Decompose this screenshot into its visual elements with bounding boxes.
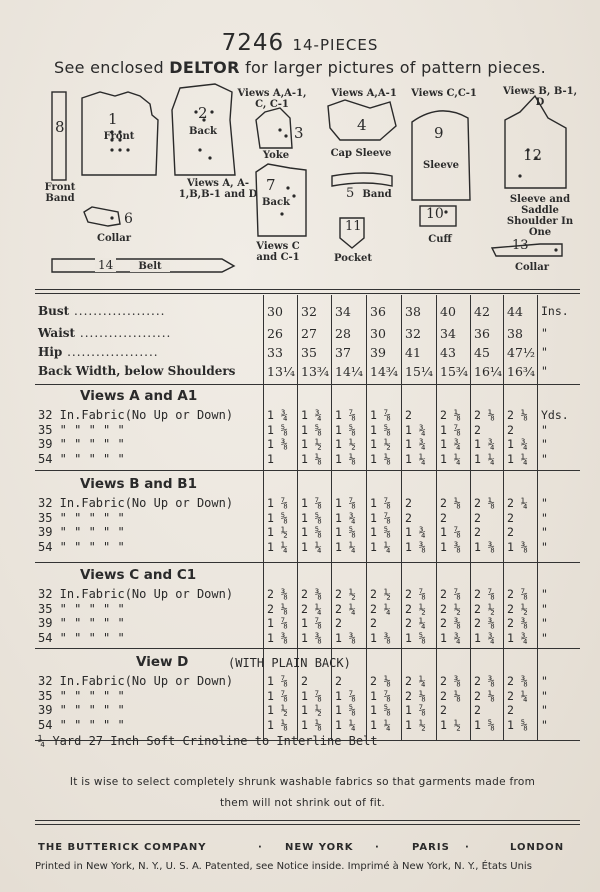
fabric-width: 32 In.Fabric(No Up or Down) xyxy=(38,587,234,601)
yardage-value: 1 ¼ xyxy=(507,451,528,466)
yardage-value: 1 ⅞ xyxy=(267,688,288,703)
table-top-rule-2 xyxy=(35,293,580,294)
yardage-value: 1 ⅝ xyxy=(335,422,356,437)
yardage-value: 1 ⅞ xyxy=(370,408,391,422)
yardage-unit: " xyxy=(541,451,548,466)
col-line xyxy=(537,295,538,740)
yardage-value: 1 ¾ xyxy=(267,408,288,422)
yardage-value: 2 xyxy=(474,703,481,717)
measure-value: 41 xyxy=(405,345,421,360)
yardage-value: 2 xyxy=(474,422,481,437)
fabric-width: 54 " " " " " xyxy=(38,539,125,554)
measure-unit: " xyxy=(541,345,548,359)
piece-9-views: Views C,C-1 xyxy=(411,88,477,99)
piece-3-label: Yoke xyxy=(262,150,290,161)
yardage-value: 2 xyxy=(507,510,514,525)
yardage-value: 2 xyxy=(335,674,342,688)
yardage-value: 2 ⅛ xyxy=(440,408,461,422)
measure-value: 14¼ xyxy=(335,364,364,379)
yardage-value: 1 ¾ xyxy=(405,437,426,451)
yardage-value: 2 xyxy=(474,510,481,525)
table-top-rule xyxy=(35,289,580,290)
yardage-value: 1 ⅛ xyxy=(267,717,288,732)
yardage-value: 1 ⅝ xyxy=(370,703,391,717)
yardage-value: 1 ⅜ xyxy=(370,630,391,645)
measure-unit: Ins. xyxy=(541,304,569,318)
yardage-value: 2 ⅜ xyxy=(474,674,495,688)
yardage-value: 1 ¾ xyxy=(507,437,528,451)
measure-value: 16¾ xyxy=(507,364,536,379)
measure-value: 15¼ xyxy=(405,364,434,379)
yardage-value: 1 ⅞ xyxy=(335,688,356,703)
yardage-value: 2 ⅛ xyxy=(474,688,495,703)
fabric-width: 35 " " " " " xyxy=(38,688,125,703)
yardage-value: 2 ½ xyxy=(474,601,495,616)
piece-12-shape xyxy=(505,96,566,188)
yardage-value: 2 ⅞ xyxy=(474,587,495,601)
yardage-value: 1 ½ xyxy=(440,717,461,732)
measure-value: 32 xyxy=(405,326,421,341)
piece-2-label: Back xyxy=(189,126,217,137)
col-line xyxy=(366,295,367,740)
measure-value: 37 xyxy=(335,345,351,360)
yardage-unit: " xyxy=(541,630,548,645)
yardage-unit: " xyxy=(541,616,548,630)
yardage-value: 1 ⅜ xyxy=(267,630,288,645)
yardage-value: 1 ⅜ xyxy=(267,437,288,451)
yardage-value: 1 ⅜ xyxy=(335,630,356,645)
yardage-value: 1 ¾ xyxy=(405,525,426,539)
yardage-value: 1 ⅝ xyxy=(405,630,426,645)
measure-value: 33 xyxy=(267,345,283,360)
yardage-value: 2 ⅜ xyxy=(301,587,322,601)
measure-label: Waist ................... xyxy=(38,326,172,340)
fabric-width: 32 In.Fabric(No Up or Down) xyxy=(38,674,234,688)
piece-5-label: Band xyxy=(362,189,392,200)
yardage-value: 1 ⅞ xyxy=(335,408,356,422)
yardage-unit: " xyxy=(541,717,548,732)
piece-4-number: 4 xyxy=(357,116,367,134)
measure-value: 34 xyxy=(440,326,456,341)
section-title: Views C and C1 xyxy=(80,567,197,583)
yardage-value: 1 ¼ xyxy=(335,539,356,554)
measure-value: 35 xyxy=(301,345,317,360)
yardage-value: 2 ⅜ xyxy=(507,674,528,688)
note-bottom-rule xyxy=(35,820,580,821)
measure-value: 13¼ xyxy=(267,364,296,379)
fabric-width: 39 " " " " " xyxy=(38,616,125,630)
yardage-value: 2 ⅜ xyxy=(507,616,528,630)
yardage-value: 1 ¼ xyxy=(440,451,461,466)
footer-sep-2: · xyxy=(375,842,380,853)
yardage-value: 1 ⅝ xyxy=(474,717,495,732)
yardage-value: 1 ⅝ xyxy=(267,422,288,437)
measure-value: 42 xyxy=(474,304,490,319)
piece-12-number: 12 xyxy=(523,146,543,164)
fabric-width: 54 " " " " " xyxy=(38,630,125,645)
yardage-value: 2 xyxy=(335,616,342,630)
col-line xyxy=(503,295,504,740)
yardage-unit: " xyxy=(541,703,548,717)
section-b-bottom-rule xyxy=(35,562,580,563)
yardage-value: 1 ¼ xyxy=(301,539,322,554)
shrinkage-note-line-2: them will not shrink out of fit. xyxy=(219,797,386,809)
measure-value: 15¾ xyxy=(440,364,469,379)
piece-13-label: Collar xyxy=(515,262,549,273)
measure-value: 14¾ xyxy=(370,364,399,379)
yardage-value: 2 xyxy=(301,674,308,688)
piece-5-number: 5 xyxy=(346,186,355,201)
col-line xyxy=(297,295,298,740)
yardage-value: 1 ⅝ xyxy=(370,422,391,437)
measure-value: 45 xyxy=(474,345,490,360)
col-line xyxy=(263,295,264,740)
measure-value: 44 xyxy=(507,304,523,319)
yardage-value: 1 ⅞ xyxy=(301,616,322,630)
yardage-value: 1 ⅛ xyxy=(370,451,391,466)
yardage-value: 2 xyxy=(507,525,514,539)
yardage-value: 2 ⅛ xyxy=(405,688,426,703)
yardage-value: 1 ⅞ xyxy=(405,703,426,717)
yardage-value: 2 ½ xyxy=(405,601,426,616)
piece-6-shape xyxy=(84,207,120,226)
yardage-value: 1 ⅞ xyxy=(301,688,322,703)
yardage-unit: " xyxy=(541,510,548,525)
yardage-value: 2 ⅛ xyxy=(474,496,495,510)
yardage-unit: " xyxy=(541,525,548,539)
measure-value: 47½ xyxy=(507,345,536,360)
yardage-value: 1 ⅝ xyxy=(301,525,322,539)
yardage-value: 1 ⅜ xyxy=(405,539,426,554)
yardage-value: 2 ⅜ xyxy=(440,616,461,630)
yardage-value: 1 ⅞ xyxy=(370,496,391,510)
piece-1-label: Front xyxy=(103,131,135,142)
yardage-value: 2 ⅛ xyxy=(267,601,288,616)
yardage-value: 2 ½ xyxy=(440,601,461,616)
yardage-value: 1 ¾ xyxy=(474,437,495,451)
piece-10-label: Cuff xyxy=(428,234,452,245)
yardage-value: 1 ⅛ xyxy=(301,717,322,732)
city-london: LONDON xyxy=(510,842,565,853)
measure-value: 30 xyxy=(267,304,283,319)
yardage-value: 1 ⅛ xyxy=(301,451,322,466)
piece-3-views: Views A,A-1, C, C-1 xyxy=(237,88,307,110)
section-title: Views B and B1 xyxy=(80,476,197,492)
yardage-value: 2 ⅛ xyxy=(474,408,495,422)
yardage-value: 1 ⅞ xyxy=(440,422,461,437)
yardage-value: 1 ⅞ xyxy=(370,510,391,525)
fabric-width: 54 " " " " " xyxy=(38,717,125,732)
yardage-value: 1 ⅝ xyxy=(370,525,391,539)
yardage-value: 2 ⅜ xyxy=(440,674,461,688)
yardage-value: 1 ⅝ xyxy=(301,510,322,525)
yardage-value: 1 xyxy=(267,451,274,466)
piece-12-label: Sleeve and Saddle Shoulder In One xyxy=(506,194,574,238)
measure-value: 30 xyxy=(370,326,386,341)
yardage-value: 2 ¼ xyxy=(335,601,356,616)
piece-5-shape xyxy=(332,173,392,186)
footer-sep-3: · xyxy=(465,842,470,853)
piece-8-number: 8 xyxy=(55,118,65,136)
yardage-value: 2 xyxy=(405,510,412,525)
piece-8-label: Front Band xyxy=(44,182,76,204)
yardage-value: 1 ⅜ xyxy=(474,539,495,554)
shrinkage-note-line-1: It is wise to select completely shrunk washable fabrics so that garments made from xyxy=(69,776,536,788)
yardage-value: 2 ¼ xyxy=(301,601,322,616)
piece-4-views: Views A,A-1 xyxy=(331,88,397,99)
yardage-value: 2 ½ xyxy=(335,587,356,601)
piece-14-label: Belt xyxy=(130,261,170,272)
fabric-width: 32 In.Fabric(No Up or Down) xyxy=(38,496,234,510)
measure-value: 34 xyxy=(335,304,351,319)
yardage-value: 2 ⅛ xyxy=(507,408,528,422)
measure-value: 16¼ xyxy=(474,364,503,379)
yardage-unit: " xyxy=(541,539,548,554)
yardage-value: 2 ¼ xyxy=(405,616,426,630)
measure-label: Bust ................... xyxy=(38,304,166,318)
yardage-value: 1 ¼ xyxy=(370,539,391,554)
piece-2-views: Views A, A-1,B,B-1 and D xyxy=(178,178,258,200)
yardage-value: 1 ½ xyxy=(267,525,288,539)
piece-10-number: 10 xyxy=(426,206,444,222)
yardage-value: 1 ⅝ xyxy=(335,525,356,539)
yardage-value: 1 ⅞ xyxy=(335,496,356,510)
measure-value: 32 xyxy=(301,304,317,319)
yardage-value: 1 ⅝ xyxy=(335,703,356,717)
measure-value: 40 xyxy=(440,304,456,319)
yardage-unit: Yds. xyxy=(541,408,569,422)
yardage-value: 1 ⅞ xyxy=(301,496,322,510)
fabric-width: 39 " " " " " xyxy=(38,703,125,717)
yardage-value: 2 xyxy=(474,525,481,539)
yardage-value: 2 ¼ xyxy=(507,688,528,703)
yardage-value: 1 ⅞ xyxy=(267,674,288,688)
yardage-value: 1 ¾ xyxy=(474,630,495,645)
yardage-value: 1 ⅞ xyxy=(370,688,391,703)
fabric-width: 39 " " " " " xyxy=(38,525,125,539)
yardage-value: 1 ⅞ xyxy=(440,525,461,539)
deltor-note-post: for larger pictures of pattern pieces. xyxy=(239,58,546,77)
yardage-value: 2 ⅜ xyxy=(267,587,288,601)
yardage-value: 2 ⅞ xyxy=(405,587,426,601)
measure-value: 36 xyxy=(474,326,490,341)
yardage-value: 1 ¾ xyxy=(440,437,461,451)
section-title: View D xyxy=(136,654,189,670)
yardage-value: 2 xyxy=(405,408,412,422)
yardage-value: 2 xyxy=(405,496,412,510)
piece-11-label: Pocket xyxy=(334,253,372,264)
company-name: THE BUTTERICK COMPANY xyxy=(38,842,207,853)
yardage-value: 2 xyxy=(507,422,514,437)
measure-value: 39 xyxy=(370,345,386,360)
section-title: Views A and A1 xyxy=(80,388,198,404)
yardage-value: 1 ¼ xyxy=(405,451,426,466)
yardage-value: 1 ¼ xyxy=(474,451,495,466)
piece-7-views: Views C and C-1 xyxy=(256,241,300,263)
yardage-value: 2 xyxy=(370,616,377,630)
yardage-value: 1 ¼ xyxy=(267,539,288,554)
deltor-note-pre: See enclosed xyxy=(54,58,170,77)
measure-value: 43 xyxy=(440,345,456,360)
piece-1-number: 1 xyxy=(108,110,118,128)
yardage-value: 2 ¼ xyxy=(405,674,426,688)
measure-value: 36 xyxy=(370,304,386,319)
section-a-bottom-rule xyxy=(35,470,580,471)
yardage-unit: " xyxy=(541,437,548,451)
yardage-value: 1 ¾ xyxy=(301,408,322,422)
col-line xyxy=(470,295,471,740)
col-line xyxy=(331,295,332,740)
piece-6-number: 6 xyxy=(124,211,133,227)
deltor-word: DELTOR xyxy=(169,58,240,77)
yardage-value: 1 ¾ xyxy=(335,510,356,525)
fabric-width: 35 " " " " " xyxy=(38,601,125,616)
section-c-bottom-rule xyxy=(35,648,580,649)
measure-unit: " xyxy=(541,364,548,378)
measure-bottom-rule xyxy=(35,384,580,385)
yardage-value: 2 ⅜ xyxy=(474,616,495,630)
fabric-width: 32 In.Fabric(No Up or Down) xyxy=(38,408,234,422)
col-line xyxy=(436,295,437,740)
pattern-number: 7246 xyxy=(221,30,285,56)
piece-12-views: Views B, B-1, D xyxy=(502,86,578,108)
yardage-value: 1 ⅞ xyxy=(267,616,288,630)
yardage-unit: " xyxy=(541,601,548,616)
yardage-value: 1 ¾ xyxy=(440,630,461,645)
yardage-value: 1 ⅝ xyxy=(507,717,528,732)
yardage-value: 2 ¼ xyxy=(370,601,391,616)
measure-unit: " xyxy=(541,326,548,340)
yardage-unit: " xyxy=(541,496,548,510)
yardage-value: 1 ¼ xyxy=(370,717,391,732)
yardage-unit: " xyxy=(541,674,548,688)
yardage-value: 2 ½ xyxy=(507,601,528,616)
fabric-width: 35 " " " " " xyxy=(38,510,125,525)
yardage-value: 2 xyxy=(507,703,514,717)
printed-notice: Printed in New York, N. Y., U. S. A. Patented, see Notice inside. Imprimé à New York, N. Y., États Unis xyxy=(35,861,532,872)
fabric-width: 54 " " " " " xyxy=(38,451,125,466)
yardage-value: 1 ⅜ xyxy=(507,539,528,554)
piece-3-shape xyxy=(256,108,292,148)
note-bottom-rule-2 xyxy=(35,824,580,825)
yardage-value: 1 ½ xyxy=(301,703,322,717)
yardage-unit: " xyxy=(541,422,548,437)
piece-9-label: Sleeve xyxy=(423,160,459,171)
piece-9-number: 9 xyxy=(434,124,444,142)
section-subtitle: (WITH PLAIN BACK) xyxy=(228,656,351,670)
yardage-value: 1 ¼ xyxy=(335,717,356,732)
measure-value: 28 xyxy=(335,326,351,341)
piece-4-label: Cap Sleeve xyxy=(330,148,392,159)
yardage-value: 2 ⅛ xyxy=(440,496,461,510)
yardage-value: 1 ½ xyxy=(301,437,322,451)
measure-value: 38 xyxy=(405,304,421,319)
yardage-value: 1 ⅜ xyxy=(440,539,461,554)
measure-value: 26 xyxy=(267,326,283,341)
measure-value: 27 xyxy=(301,326,317,341)
fabric-width: 35 " " " " " xyxy=(38,422,125,437)
measure-label: Back Width, below Shoulders xyxy=(38,364,236,378)
fabric-width: 39 " " " " " xyxy=(38,437,125,451)
yardage-value: 2 ¼ xyxy=(507,496,528,510)
yardage-value: 1 ½ xyxy=(405,717,426,732)
yardage-value: 1 ⅞ xyxy=(267,496,288,510)
interline-note: ¼ Yard 27 Inch Soft Crinoline to Interline Belt xyxy=(38,734,378,748)
measure-value: 13¾ xyxy=(301,364,330,379)
yardage-value: 1 ¾ xyxy=(507,630,528,645)
yardage-value: 1 ½ xyxy=(335,437,356,451)
yardage-unit: " xyxy=(541,587,548,601)
yardage-value: 1 ⅛ xyxy=(335,451,356,466)
yardage-value: 2 ½ xyxy=(370,587,391,601)
piece-2-number: 2 xyxy=(198,104,208,122)
measure-value: 38 xyxy=(507,326,523,341)
col-line xyxy=(401,295,402,740)
yardage-value: 1 ½ xyxy=(267,703,288,717)
piece-11-number: 11 xyxy=(345,219,362,234)
yardage-value: 1 ⅝ xyxy=(301,422,322,437)
piece-count: 14-PIECES xyxy=(292,36,379,54)
yardage-value: 1 ¾ xyxy=(405,422,426,437)
yardage-value: 1 ½ xyxy=(370,437,391,451)
yardage-value: 2 ⅛ xyxy=(440,688,461,703)
yardage-value: 2 ⅞ xyxy=(440,587,461,601)
yardage-value: 1 ⅝ xyxy=(267,510,288,525)
yardage-value: 2 xyxy=(440,510,447,525)
piece-8-shape xyxy=(52,92,66,180)
yardage-value: 2 ⅛ xyxy=(370,674,391,688)
footer-sep-1: · xyxy=(258,842,263,853)
piece-6-label: Collar xyxy=(97,233,131,244)
city-new-york: NEW YORK xyxy=(285,842,354,853)
measure-label: Hip ................... xyxy=(38,345,159,359)
yardage-value: 1 ⅜ xyxy=(301,630,322,645)
yardage-value: 2 ⅞ xyxy=(507,587,528,601)
piece-13-number: 13 xyxy=(512,238,529,253)
yardage-unit: " xyxy=(541,688,548,703)
piece-14-number: 14 xyxy=(95,258,116,272)
city-paris: PARIS xyxy=(412,842,450,853)
piece-7-number: 7 xyxy=(266,176,276,194)
piece-3-number: 3 xyxy=(294,124,304,142)
yardage-value: 2 xyxy=(440,703,447,717)
piece-7-label: Back xyxy=(262,197,290,208)
